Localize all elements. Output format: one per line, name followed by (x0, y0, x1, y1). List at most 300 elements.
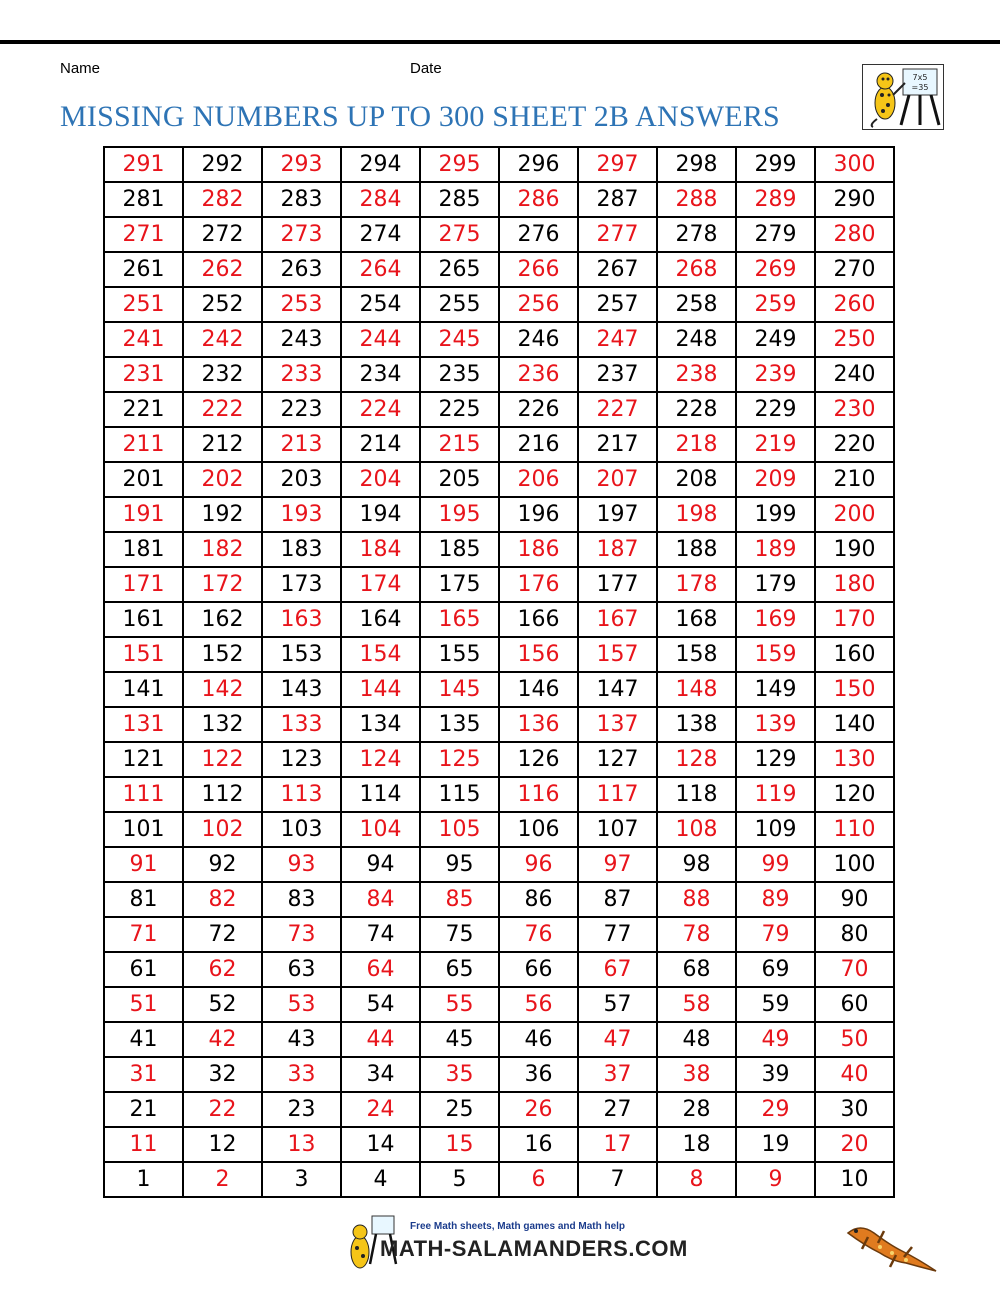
given-cell: 94 (341, 847, 420, 882)
answer-cell: 119 (736, 777, 815, 812)
given-cell: 257 (578, 287, 657, 322)
given-cell: 134 (341, 707, 420, 742)
grid-row (104, 917, 894, 952)
answer-cell: 89 (736, 882, 815, 917)
answer-cell: 230 (815, 392, 894, 427)
answer-cell: 195 (420, 497, 499, 532)
given-cell: 232 (183, 357, 262, 392)
given-cell: 5 (420, 1162, 499, 1197)
answer-cell: 206 (499, 462, 578, 497)
given-cell: 19 (736, 1127, 815, 1162)
name-label: Name (60, 60, 101, 77)
given-cell: 107 (578, 812, 657, 847)
given-cell: 249 (736, 322, 815, 357)
given-cell: 60 (815, 987, 894, 1022)
given-cell: 109 (736, 812, 815, 847)
given-cell: 240 (815, 357, 894, 392)
answer-cell: 102 (183, 812, 262, 847)
given-cell: 92 (183, 847, 262, 882)
answer-cell: 79 (736, 917, 815, 952)
given-cell: 243 (262, 322, 341, 357)
answer-cell: 244 (341, 322, 420, 357)
given-cell: 248 (657, 322, 736, 357)
grid-row (104, 602, 894, 637)
given-cell: 246 (499, 322, 578, 357)
given-cell: 138 (657, 707, 736, 742)
given-cell: 279 (736, 217, 815, 252)
answer-cell: 286 (499, 182, 578, 217)
given-cell: 166 (499, 602, 578, 637)
given-cell: 287 (578, 182, 657, 217)
given-cell: 220 (815, 427, 894, 462)
given-cell: 177 (578, 567, 657, 602)
answer-cell: 170 (815, 602, 894, 637)
answer-cell: 227 (578, 392, 657, 427)
given-cell: 183 (262, 532, 341, 567)
given-cell: 267 (578, 252, 657, 287)
answer-cell: 11 (104, 1127, 183, 1162)
given-cell: 16 (499, 1127, 578, 1162)
answer-cell: 58 (657, 987, 736, 1022)
given-cell: 28 (657, 1092, 736, 1127)
given-cell: 276 (499, 217, 578, 252)
given-cell: 34 (341, 1057, 420, 1092)
answer-cell: 85 (420, 882, 499, 917)
given-cell: 162 (183, 602, 262, 637)
given-cell: 205 (420, 462, 499, 497)
given-cell: 216 (499, 427, 578, 462)
given-cell: 221 (104, 392, 183, 427)
given-cell: 43 (262, 1022, 341, 1057)
answer-cell: 17 (578, 1127, 657, 1162)
footer-caption: Free Math sheets, Math games and Math help (410, 1221, 626, 1232)
answer-cell: 295 (420, 147, 499, 182)
answer-cell: 8 (657, 1162, 736, 1197)
given-cell: 12 (183, 1127, 262, 1162)
answer-cell: 91 (104, 847, 183, 882)
given-cell: 255 (420, 287, 499, 322)
date-label: Date (410, 60, 442, 77)
given-cell: 45 (420, 1022, 499, 1057)
answer-cell: 96 (499, 847, 578, 882)
answer-cell: 259 (736, 287, 815, 322)
answer-cell: 187 (578, 532, 657, 567)
given-cell: 1 (104, 1162, 183, 1197)
answer-cell: 13 (262, 1127, 341, 1162)
answer-cell: 236 (499, 357, 578, 392)
answer-cell: 33 (262, 1057, 341, 1092)
grid-row (104, 532, 894, 567)
given-cell: 285 (420, 182, 499, 217)
given-cell: 65 (420, 952, 499, 987)
given-cell: 168 (657, 602, 736, 637)
answer-cell: 291 (104, 147, 183, 182)
given-cell: 263 (262, 252, 341, 287)
answer-cell: 88 (657, 882, 736, 917)
grid-row (104, 672, 894, 707)
grid-row (104, 1092, 894, 1127)
answer-cell: 172 (183, 567, 262, 602)
answer-cell: 49 (736, 1022, 815, 1057)
grid-row (104, 287, 894, 322)
salamander-icon (840, 1215, 940, 1280)
answer-cell: 116 (499, 777, 578, 812)
given-cell: 229 (736, 392, 815, 427)
answer-cell: 238 (657, 357, 736, 392)
given-cell: 69 (736, 952, 815, 987)
answer-cell: 20 (815, 1127, 894, 1162)
answer-cell: 137 (578, 707, 657, 742)
grid-row (104, 952, 894, 987)
answer-cell: 78 (657, 917, 736, 952)
answer-cell: 284 (341, 182, 420, 217)
given-cell: 181 (104, 532, 183, 567)
given-cell: 265 (420, 252, 499, 287)
given-cell: 46 (499, 1022, 578, 1057)
answer-cell: 97 (578, 847, 657, 882)
given-cell: 225 (420, 392, 499, 427)
answer-cell: 207 (578, 462, 657, 497)
grid-row (104, 707, 894, 742)
given-cell: 197 (578, 497, 657, 532)
answer-cell: 222 (183, 392, 262, 427)
given-cell: 160 (815, 637, 894, 672)
given-cell: 14 (341, 1127, 420, 1162)
given-cell: 155 (420, 637, 499, 672)
given-cell: 61 (104, 952, 183, 987)
given-cell: 118 (657, 777, 736, 812)
answer-cell: 273 (262, 217, 341, 252)
answer-cell: 242 (183, 322, 262, 357)
answer-cell: 174 (341, 567, 420, 602)
answer-cell: 22 (183, 1092, 262, 1127)
answer-cell: 204 (341, 462, 420, 497)
given-cell: 226 (499, 392, 578, 427)
answer-cell: 256 (499, 287, 578, 322)
answer-cell: 84 (341, 882, 420, 917)
given-cell: 23 (262, 1092, 341, 1127)
given-cell: 52 (183, 987, 262, 1022)
given-cell: 278 (657, 217, 736, 252)
given-cell: 112 (183, 777, 262, 812)
answer-cell: 142 (183, 672, 262, 707)
given-cell: 237 (578, 357, 657, 392)
answer-cell: 280 (815, 217, 894, 252)
answer-cell: 245 (420, 322, 499, 357)
answer-cell: 169 (736, 602, 815, 637)
given-cell: 258 (657, 287, 736, 322)
answer-cell: 73 (262, 917, 341, 952)
given-cell: 129 (736, 742, 815, 777)
given-cell: 152 (183, 637, 262, 672)
given-cell: 153 (262, 637, 341, 672)
given-cell: 143 (262, 672, 341, 707)
grid-row (104, 427, 894, 462)
answer-cell: 131 (104, 707, 183, 742)
logo-text-1: 7x5 (912, 73, 928, 82)
answer-cell: 40 (815, 1057, 894, 1092)
answer-cell: 144 (341, 672, 420, 707)
given-cell: 254 (341, 287, 420, 322)
given-cell: 25 (420, 1092, 499, 1127)
answer-cell: 163 (262, 602, 341, 637)
answer-cell: 224 (341, 392, 420, 427)
given-cell: 149 (736, 672, 815, 707)
given-cell: 196 (499, 497, 578, 532)
answer-cell: 253 (262, 287, 341, 322)
answer-cell: 182 (183, 532, 262, 567)
given-cell: 235 (420, 357, 499, 392)
given-cell: 103 (262, 812, 341, 847)
answer-cell: 189 (736, 532, 815, 567)
answer-cell: 110 (815, 812, 894, 847)
answer-cell: 250 (815, 322, 894, 357)
answer-cell: 145 (420, 672, 499, 707)
given-cell: 228 (657, 392, 736, 427)
grid-row (104, 357, 894, 392)
answer-cell: 44 (341, 1022, 420, 1057)
answer-cell: 269 (736, 252, 815, 287)
given-cell: 32 (183, 1057, 262, 1092)
given-cell: 77 (578, 917, 657, 952)
answer-cell: 24 (341, 1092, 420, 1127)
answer-cell: 130 (815, 742, 894, 777)
given-cell: 48 (657, 1022, 736, 1057)
answer-cell: 191 (104, 497, 183, 532)
answer-cell: 239 (736, 357, 815, 392)
number-grid (103, 146, 895, 1198)
given-cell: 54 (341, 987, 420, 1022)
answer-cell: 117 (578, 777, 657, 812)
given-cell: 164 (341, 602, 420, 637)
answer-cell: 113 (262, 777, 341, 812)
given-cell: 72 (183, 917, 262, 952)
answer-cell: 2 (183, 1162, 262, 1197)
answer-cell: 125 (420, 742, 499, 777)
answer-cell: 277 (578, 217, 657, 252)
grid-row (104, 497, 894, 532)
answer-cell: 9 (736, 1162, 815, 1197)
teacher-salamander-icon (862, 64, 944, 130)
grid-row (104, 777, 894, 812)
given-cell: 59 (736, 987, 815, 1022)
given-cell: 179 (736, 567, 815, 602)
answer-cell: 38 (657, 1057, 736, 1092)
answer-cell: 176 (499, 567, 578, 602)
answer-cell: 26 (499, 1092, 578, 1127)
answer-cell: 247 (578, 322, 657, 357)
given-cell: 57 (578, 987, 657, 1022)
given-cell: 217 (578, 427, 657, 462)
answer-cell: 156 (499, 637, 578, 672)
given-cell: 208 (657, 462, 736, 497)
given-cell: 115 (420, 777, 499, 812)
grid-row (104, 182, 894, 217)
answer-cell: 218 (657, 427, 736, 462)
answer-cell: 251 (104, 287, 183, 322)
page-title: MISSING NUMBERS UP TO 300 SHEET 2B ANSWERS (60, 100, 780, 133)
given-cell: 106 (499, 812, 578, 847)
given-cell: 63 (262, 952, 341, 987)
given-cell: 68 (657, 952, 736, 987)
answer-cell: 37 (578, 1057, 657, 1092)
given-cell: 135 (420, 707, 499, 742)
answer-cell: 47 (578, 1022, 657, 1057)
answer-cell: 151 (104, 637, 183, 672)
answer-cell: 215 (420, 427, 499, 462)
answer-cell: 67 (578, 952, 657, 987)
given-cell: 292 (183, 147, 262, 182)
grid-row (104, 987, 894, 1022)
answer-cell: 128 (657, 742, 736, 777)
answer-cell: 282 (183, 182, 262, 217)
grid-row (104, 637, 894, 672)
answer-cell: 133 (262, 707, 341, 742)
given-cell: 203 (262, 462, 341, 497)
given-cell: 158 (657, 637, 736, 672)
given-cell: 83 (262, 882, 341, 917)
given-cell: 30 (815, 1092, 894, 1127)
answer-cell: 50 (815, 1022, 894, 1057)
answer-cell: 268 (657, 252, 736, 287)
grid-row (104, 567, 894, 602)
answer-cell: 150 (815, 672, 894, 707)
grid-row (104, 322, 894, 357)
answer-cell: 104 (341, 812, 420, 847)
footer-site-link[interactable]: MATH-SALAMANDERS.COM (380, 1236, 688, 1261)
given-cell: 127 (578, 742, 657, 777)
given-cell: 199 (736, 497, 815, 532)
logo-text-2: =35 (911, 83, 929, 92)
answer-cell: 289 (736, 182, 815, 217)
given-cell: 74 (341, 917, 420, 952)
answer-cell: 76 (499, 917, 578, 952)
given-cell: 121 (104, 742, 183, 777)
answer-cell: 231 (104, 357, 183, 392)
answer-cell: 111 (104, 777, 183, 812)
answer-cell: 184 (341, 532, 420, 567)
given-cell: 299 (736, 147, 815, 182)
answer-cell: 62 (183, 952, 262, 987)
answer-cell: 264 (341, 252, 420, 287)
given-cell: 261 (104, 252, 183, 287)
grid-row (104, 847, 894, 882)
answer-cell: 241 (104, 322, 183, 357)
answer-cell: 300 (815, 147, 894, 182)
given-cell: 296 (499, 147, 578, 182)
answer-cell: 271 (104, 217, 183, 252)
grid-row (104, 882, 894, 917)
answer-cell: 178 (657, 567, 736, 602)
grid-row (104, 147, 894, 182)
given-cell: 161 (104, 602, 183, 637)
answer-cell: 139 (736, 707, 815, 742)
given-cell: 101 (104, 812, 183, 847)
given-cell: 188 (657, 532, 736, 567)
answer-cell: 122 (183, 742, 262, 777)
answer-cell: 159 (736, 637, 815, 672)
given-cell: 123 (262, 742, 341, 777)
answer-cell: 93 (262, 847, 341, 882)
given-cell: 146 (499, 672, 578, 707)
given-cell: 147 (578, 672, 657, 707)
given-cell: 298 (657, 147, 736, 182)
given-cell: 281 (104, 182, 183, 217)
answer-cell: 193 (262, 497, 341, 532)
grid-row (104, 812, 894, 847)
given-cell: 223 (262, 392, 341, 427)
given-cell: 80 (815, 917, 894, 952)
given-cell: 87 (578, 882, 657, 917)
given-cell: 194 (341, 497, 420, 532)
answer-cell: 233 (262, 357, 341, 392)
given-cell: 140 (815, 707, 894, 742)
answer-cell: 154 (341, 637, 420, 672)
given-cell: 39 (736, 1057, 815, 1092)
answer-cell: 202 (183, 462, 262, 497)
answer-cell: 108 (657, 812, 736, 847)
given-cell: 234 (341, 357, 420, 392)
given-cell: 100 (815, 847, 894, 882)
given-cell: 21 (104, 1092, 183, 1127)
answer-cell: 124 (341, 742, 420, 777)
given-cell: 4 (341, 1162, 420, 1197)
answer-cell: 6 (499, 1162, 578, 1197)
given-cell: 41 (104, 1022, 183, 1057)
answer-cell: 51 (104, 987, 183, 1022)
given-cell: 192 (183, 497, 262, 532)
given-cell: 7 (578, 1162, 657, 1197)
given-cell: 3 (262, 1162, 341, 1197)
answer-cell: 171 (104, 567, 183, 602)
answer-cell: 148 (657, 672, 736, 707)
top-rule (0, 40, 1000, 44)
given-cell: 252 (183, 287, 262, 322)
answer-cell: 55 (420, 987, 499, 1022)
answer-cell: 70 (815, 952, 894, 987)
given-cell: 272 (183, 217, 262, 252)
answer-cell: 157 (578, 637, 657, 672)
answer-cell: 29 (736, 1092, 815, 1127)
given-cell: 283 (262, 182, 341, 217)
given-cell: 95 (420, 847, 499, 882)
answer-cell: 105 (420, 812, 499, 847)
answer-cell: 35 (420, 1057, 499, 1092)
answer-cell: 260 (815, 287, 894, 322)
grid-row (104, 392, 894, 427)
given-cell: 274 (341, 217, 420, 252)
given-cell: 185 (420, 532, 499, 567)
answer-cell: 64 (341, 952, 420, 987)
given-cell: 18 (657, 1127, 736, 1162)
grid-row (104, 462, 894, 497)
given-cell: 90 (815, 882, 894, 917)
answer-cell: 211 (104, 427, 183, 462)
answer-cell: 186 (499, 532, 578, 567)
given-cell: 132 (183, 707, 262, 742)
given-cell: 201 (104, 462, 183, 497)
given-cell: 126 (499, 742, 578, 777)
given-cell: 294 (341, 147, 420, 182)
given-cell: 290 (815, 182, 894, 217)
grid-row (104, 217, 894, 252)
grid-row (104, 252, 894, 287)
answer-cell: 275 (420, 217, 499, 252)
answer-cell: 165 (420, 602, 499, 637)
answer-cell: 99 (736, 847, 815, 882)
answer-cell: 266 (499, 252, 578, 287)
given-cell: 66 (499, 952, 578, 987)
